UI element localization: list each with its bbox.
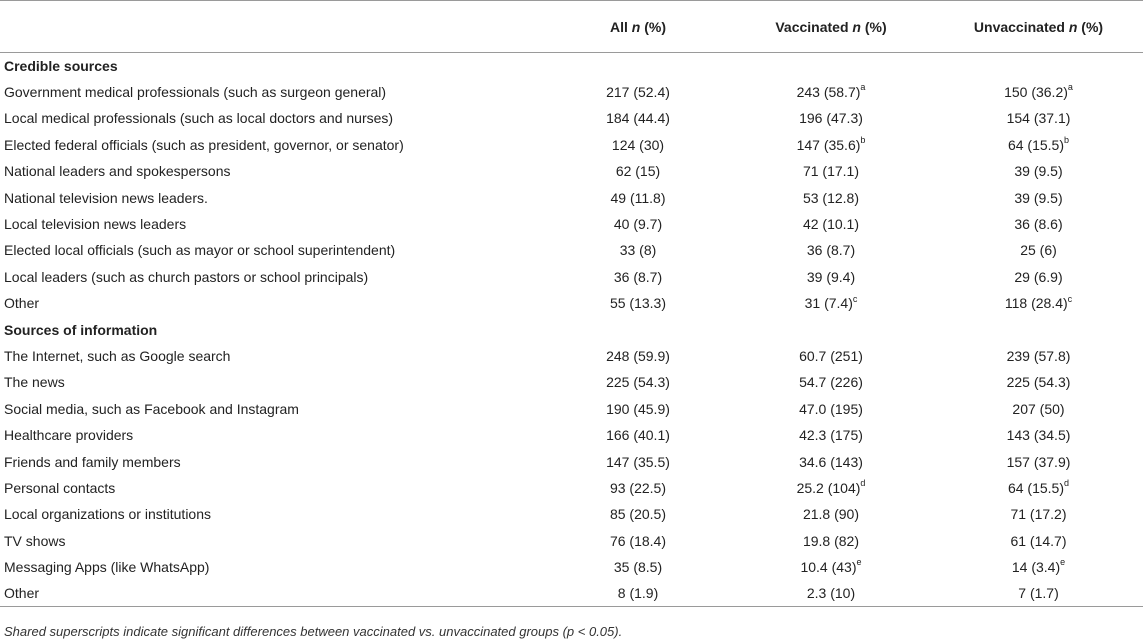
cell-vaccinated: 47.0 (195) bbox=[799, 400, 863, 417]
superscript-marker: b bbox=[860, 135, 866, 146]
cell-vaccinated: 21.8 (90) bbox=[802, 506, 860, 523]
cell-vaccinated: 60.7 (251) bbox=[799, 347, 863, 364]
cell-unvaccinated: 29 (6.9) bbox=[1014, 268, 1063, 285]
cell-unvaccinated: 154 (37.1) bbox=[1006, 110, 1071, 127]
cell-all: 184 (44.4) bbox=[606, 110, 670, 127]
table-row bbox=[0, 237, 1143, 263]
row-label: The Internet, such as Google search bbox=[4, 347, 231, 364]
row-label: Messaging Apps (like WhatsApp) bbox=[4, 559, 210, 576]
cell-all: 76 (18.4) bbox=[609, 532, 667, 549]
cell-unvaccinated: 39 (9.5) bbox=[1014, 163, 1063, 180]
row-label: Healthcare providers bbox=[4, 427, 134, 444]
cell-all: 40 (9.7) bbox=[613, 216, 663, 233]
cell-all: 49 (11.8) bbox=[610, 189, 666, 206]
cell-unvaccinated: 150 $(36.2)^a$ bbox=[1004, 82, 1073, 101]
table-footnote: Shared superscripts indicate significant differences between vaccinated vs. unvaccinated groups (p < 0.05). bbox=[4, 624, 623, 639]
superscript-marker: b bbox=[1064, 135, 1070, 146]
cell-unvaccinated: 118 $(28.4)^c$ bbox=[1004, 293, 1073, 312]
table-row bbox=[0, 132, 1143, 158]
superscript-marker: a bbox=[860, 82, 866, 93]
header-row bbox=[0, 1, 1143, 53]
cell-unvaccinated: 25 (6) bbox=[1020, 242, 1057, 259]
cell-all: 93 (22.5) bbox=[609, 479, 667, 496]
cell-vaccinated: 243 $(58.7)^a$ bbox=[796, 82, 866, 101]
cell-unvaccinated: 157 (37.9) bbox=[1006, 453, 1071, 470]
row-label: National television news leaders. bbox=[4, 189, 208, 206]
table-row bbox=[0, 264, 1143, 290]
table-row bbox=[0, 448, 1143, 474]
cell-unvaccinated: 64 $(15.5)^b$ bbox=[1007, 135, 1070, 153]
superscript-marker: a bbox=[1067, 82, 1073, 93]
row-label: The news bbox=[4, 374, 65, 391]
cell-unvaccinated: 7 (1.7) bbox=[934, 580, 1143, 606]
cell-unvaccinated: 39 (9.5) bbox=[1014, 189, 1063, 206]
cell-vaccinated: 71 (17.1) bbox=[802, 163, 860, 180]
cell-vaccinated: 39 (9.4) bbox=[806, 268, 856, 285]
row-label: Personal contacts bbox=[4, 479, 116, 496]
cell-vaccinated: 42 (10.1) bbox=[802, 216, 860, 233]
cell-vaccinated: 196 (47.3) bbox=[799, 110, 863, 127]
cell-unvaccinated: 61 (14.7) bbox=[1010, 532, 1067, 549]
table-row bbox=[0, 211, 1143, 237]
table-row bbox=[0, 528, 1143, 554]
cell-vaccinated: 36 (8.7) bbox=[806, 242, 856, 259]
cell-all: 147 (35.5) bbox=[606, 453, 670, 470]
header-label bbox=[0, 1, 548, 53]
row-label: Local organizations or institutions bbox=[4, 506, 212, 523]
cell-vaccinated: 53 (12.8) bbox=[802, 189, 860, 206]
cell-all: 36 (8.7) bbox=[613, 268, 663, 285]
section-title: Credible sources bbox=[4, 57, 118, 74]
table-row bbox=[0, 290, 1143, 316]
row-label: TV shows bbox=[4, 532, 66, 549]
row-label: Elected local officials (such as mayor or school superintendent) bbox=[4, 242, 396, 259]
cell-vaccinated: 42.3 (175) bbox=[799, 427, 863, 444]
table-row bbox=[0, 369, 1143, 395]
cell-unvaccinated: 14 $(3.4)^e$ bbox=[1011, 557, 1066, 576]
cell-all: 62 (15) bbox=[615, 163, 661, 180]
table-row bbox=[0, 475, 1143, 501]
cell-all: 190 (45.9) bbox=[606, 400, 670, 417]
table-row bbox=[0, 79, 1143, 105]
table-row bbox=[0, 396, 1143, 422]
cell-all: 166 (40.1) bbox=[606, 427, 670, 444]
cell-vaccinated: 25.2 $(104)^d$ bbox=[796, 478, 866, 496]
row-label: Friends and family members bbox=[4, 453, 181, 470]
superscript-marker: e bbox=[1060, 557, 1066, 568]
header-unvaccinated: Unvaccinated n (%) bbox=[934, 1, 1143, 53]
cell-vaccinated: 10.4 $(43)^e$ bbox=[800, 557, 862, 576]
superscript-marker: c bbox=[1067, 293, 1073, 304]
row-label: Local medical professionals (such as local doctors and nurses) bbox=[4, 110, 394, 127]
cell-unvaccinated: 143 (34.5) bbox=[1006, 427, 1071, 444]
cell-unvaccinated: 225 (54.3) bbox=[1006, 374, 1071, 391]
cell-unvaccinated: 207 (50) bbox=[1012, 400, 1065, 417]
cell-all: 33 (8) bbox=[619, 242, 657, 259]
cell-vaccinated: 19.8 (82) bbox=[802, 532, 860, 549]
cell-all: 55 (13.3) bbox=[609, 295, 667, 312]
table-row bbox=[0, 580, 1143, 606]
superscript-marker: d bbox=[1064, 478, 1070, 489]
cell-vaccinated: 34.6 (143) bbox=[799, 453, 863, 470]
superscript-marker: d bbox=[860, 478, 866, 489]
cell-all: 85 (20.5) bbox=[609, 506, 667, 523]
table-row bbox=[0, 158, 1143, 184]
superscript-marker: e bbox=[856, 557, 862, 568]
header-all: All n (%) bbox=[548, 1, 728, 53]
row-label: Local leaders (such as church pastors or school principals) bbox=[4, 268, 369, 285]
cell-all: 35 (8.5) bbox=[613, 559, 663, 576]
table-row bbox=[0, 501, 1143, 527]
cell-all: 248 (59.9) bbox=[606, 347, 670, 364]
row-label: Other bbox=[4, 295, 40, 312]
row-label: Elected federal officials (such as president, governor, or senator) bbox=[4, 136, 404, 153]
cell-vaccinated: 54.7 (226) bbox=[799, 374, 863, 391]
section-title: Sources of information bbox=[4, 321, 158, 338]
cell-vaccinated: 2.3 (10) bbox=[728, 580, 934, 606]
cell-all: 225 (54.3) bbox=[606, 374, 670, 391]
cell-all: 217 (52.4) bbox=[606, 84, 670, 101]
table-row bbox=[0, 184, 1143, 210]
cell-unvaccinated: 36 (8.6) bbox=[1014, 216, 1063, 233]
cell-unvaccinated: 64 $(15.5)^d$ bbox=[1007, 478, 1070, 496]
table-row bbox=[0, 554, 1143, 580]
section-header-row bbox=[0, 53, 1143, 79]
cell-vaccinated: 147 $(35.6)^b$ bbox=[796, 135, 866, 153]
cell-unvaccinated: 239 (57.8) bbox=[1006, 347, 1071, 364]
cell-vaccinated: 31 $(7.4)^c$ bbox=[804, 293, 858, 312]
table-body bbox=[0, 53, 1143, 607]
table-row bbox=[0, 343, 1143, 369]
table-row bbox=[0, 105, 1143, 131]
row-label: Social media, such as Facebook and Instagram bbox=[4, 400, 299, 417]
header-vaccinated: Vaccinated n (%) bbox=[728, 1, 934, 53]
row-label: Other bbox=[0, 580, 548, 606]
section-header-row bbox=[0, 316, 1143, 342]
table-row bbox=[0, 422, 1143, 448]
cell-unvaccinated: 71 (17.2) bbox=[1010, 506, 1067, 523]
cell-all: 124 (30) bbox=[611, 136, 665, 153]
cell-all: 8 (1.9) bbox=[548, 580, 728, 606]
superscript-marker: c bbox=[852, 293, 858, 304]
row-label: Government medical professionals (such as surgeon general) bbox=[4, 84, 387, 101]
row-label: Local television news leaders bbox=[4, 216, 187, 233]
row-label: National leaders and spokespersons bbox=[4, 163, 231, 180]
